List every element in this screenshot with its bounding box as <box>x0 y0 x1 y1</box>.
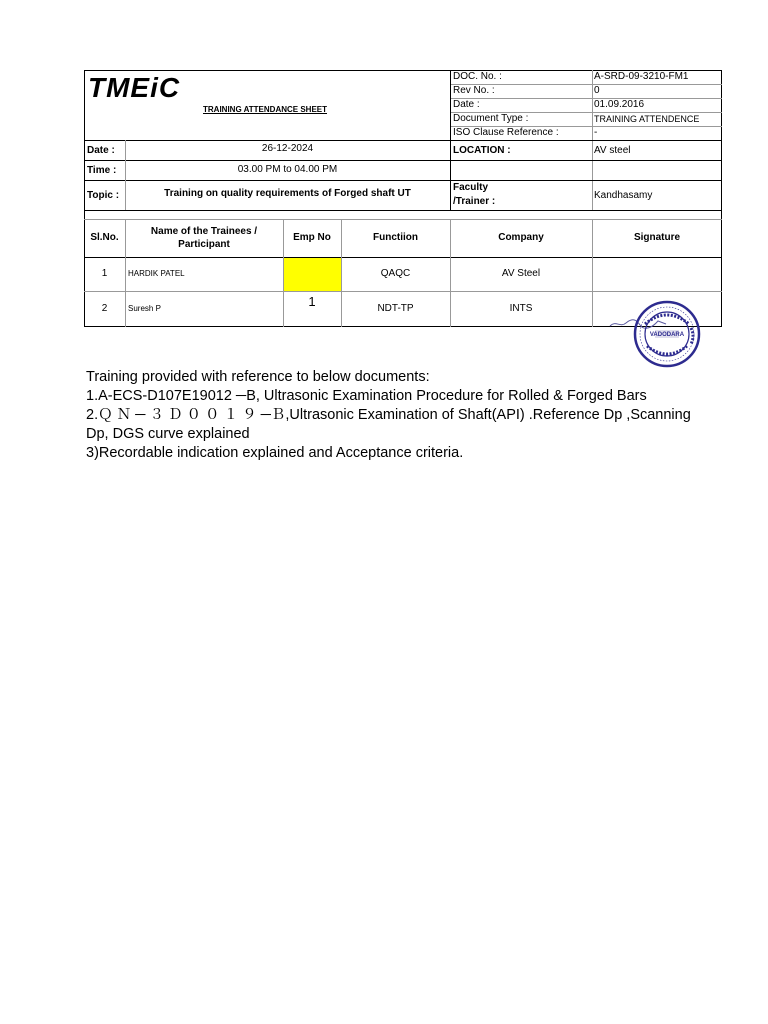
row-function: NDT-TP <box>377 303 414 314</box>
iso-label: ISO Clause Reference : <box>453 127 559 138</box>
topic-label: Topic : <box>87 190 120 201</box>
row-company: INTS <box>509 303 533 314</box>
col-header-name-2: Participant <box>178 239 230 250</box>
row-name: Suresh P <box>128 304 161 313</box>
col-header-name-1: Name of the Trainees / <box>150 226 258 237</box>
row-company: AV Steel <box>501 268 541 279</box>
note-line: 1.A-ECS-D107E19012 ─B, Ultrasonic Examination Procedure for Rolled & Forged Bars <box>86 388 647 404</box>
emp-no-highlight <box>284 258 341 291</box>
location-value: AV steel <box>594 145 631 156</box>
col-header-emp: Emp No <box>293 232 331 243</box>
session-date-value: 26-12-2024 <box>261 143 314 154</box>
rev-label: Rev No. : <box>453 85 495 96</box>
doc-no-value: A-SRD-09-3210-FM1 <box>594 71 689 82</box>
row-slno: 1 <box>101 268 108 279</box>
faculty-label: Faculty <box>453 182 489 193</box>
row-function: QAQC <box>380 268 411 279</box>
col-header-function: Functiion <box>373 232 418 243</box>
row-name: HARDIK PATEL <box>128 269 185 278</box>
doc-date-value: 01.09.2016 <box>594 99 645 110</box>
faculty-value: Kandhasamy <box>594 190 653 201</box>
col-header-slno: Sl.No. <box>90 232 119 243</box>
company-logo: TMEiC <box>88 72 181 103</box>
row-emp: 1 <box>308 294 316 309</box>
iso-value: - <box>594 127 598 138</box>
doc-type-label: Document Type : <box>453 113 529 124</box>
time-label: Time : <box>87 165 117 176</box>
col-header-signature: Signature <box>633 232 681 243</box>
location-label: LOCATION : <box>453 145 511 156</box>
company-stamp <box>633 300 701 368</box>
topic-value: Training on quality requirements of Forged shaft UT <box>164 188 411 199</box>
row-slno: 2 <box>101 303 108 314</box>
sheet-title: TRAINING ATTENDANCE SHEET <box>203 105 327 114</box>
stamp-center-text: VADODARA <box>649 332 685 338</box>
time-value: 03.00 PM to 04.00 PM <box>237 164 338 175</box>
doc-date-label: Date : <box>453 99 480 110</box>
note-line: Dp, DGS curve explained <box>86 426 250 442</box>
note-line: 2.Ｑ Ｎ ─ ３ Ｄ ０ ０ １ ９ ─Ｂ,Ultrasonic Examination of Shaft(API) .Reference Dp ,Scanning <box>86 407 691 423</box>
trainer-label: /Trainer : <box>453 196 496 207</box>
col-header-company: Company <box>498 232 544 243</box>
doc-type-value: TRAINING ATTENDENCE <box>594 114 700 124</box>
doc-no-label: DOC. No. : <box>453 71 502 82</box>
note-line: Training provided with reference to below documents: <box>86 369 430 385</box>
note-line: 3)Recordable indication explained and Acceptance criteria. <box>86 445 464 461</box>
session-date-label: Date : <box>87 145 115 156</box>
rev-value: 0 <box>594 85 600 96</box>
notes-block <box>86 368 726 463</box>
